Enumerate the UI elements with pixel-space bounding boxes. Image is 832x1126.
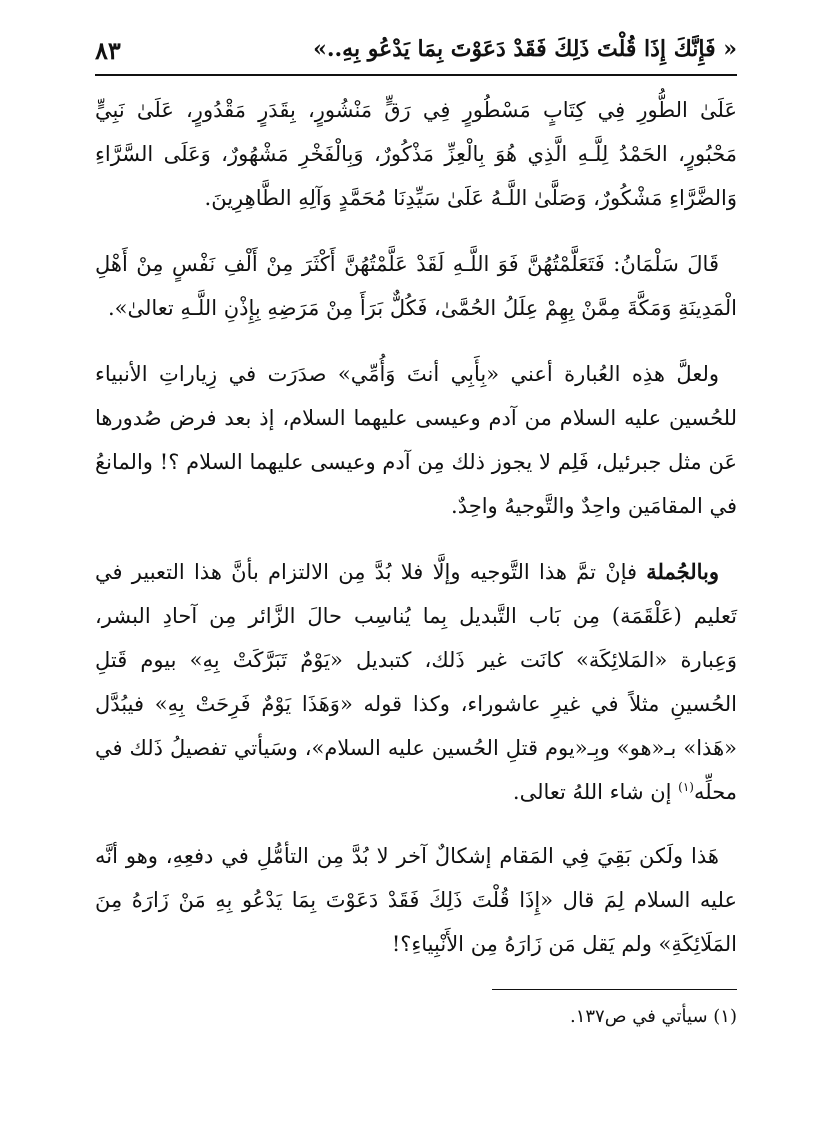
footnote-divider [492,989,737,990]
page-number: ٨٣ [95,36,121,65]
paragraph-5 [95,834,737,966]
paragraph-1 [95,88,737,220]
header-title: « فَإِنَّكَ إِذَا قُلْتَ ذَلِكَ فَقَدْ دَعَوْتَ بِمَا يَدْعُو بِهِ..» [313,36,737,62]
paragraph-4 [95,550,737,814]
footnote-marker[interactable]: (١) [678,780,694,794]
paragraph-text: قَالَ سَلْمَانُ: فَتَعَلَّمْتُهُنَّ فَوَ اللَّـهِ لَقَدْ عَلَّمْتُهُنَّ أَكْثَرَ مِنْ أَلْفِ نَفْسٍ مِنْ أَهْلِ الْمَدِينَةِ وَمَكَّةَ مِمَّنْ بِهِمْ عِلَلُ الحُمَّىٰ، فَكُلٌّ بَرَأَ مِنْ مَرَضِهِ بِإِذْنِ اللَّـهِ تعالىٰ». [95,252,737,320]
paragraph-tail: إن شاء اللهُ تعالى. [512,780,679,804]
footnote-text: (١) سيأتي في ص١٣٧. [569,1006,737,1027]
paragraph-text: هَذا ولَكن بَقِيَ فِي المَقام إشكالٌ آخر لا بُدَّ مِن التأمُّلِ في دفعِهِ، وهو أنَّه عليه السلام لِمَ قال «إِذَا قُلْتَ ذَلِكَ فَقَدْ دَعَوْتَ بِمَا يَدْعُو بِهِ مَنْ زَارَهُ مِنَ المَلَائِكَةِ» ولم يَقل مَن زَارَهُ مِن الأَنْبِياءِ؟! [95,844,737,956]
footnote-1 [95,1003,737,1031]
paragraph-text: فإنْ تمَّ هذا التَّوجيه وإلَّا فلا بُدَّ مِن الالتزام بأنَّ هذا التعبير في تَعليم (عَلْقَمَة) مِن بَاب التَّبديل بِما يُناسِب حالَ الزَّائر مِن آحادِ البشر، وَعِبارة «المَلائِكَة» كانَت غير ذَلك، كتبديل «يَوْمٌ تَبَرَّكَتْ بِهِ» بيوم قَتلِ الحُسينِ مثلاً في غيرِ عاشوراء، وكذا قوله «وَهَذَا يَوْمٌ فَرِحَتْ بِهِ» فيبُدَّل «هَذا» بـ«هو» وبِـ«يوم قتلِ الحُسين عليه السلام»، وسَيأتي تفصيلُ ذَلك في محلِّه [95,560,737,804]
paragraph-text: عَلَىٰ الطُّورِ فِي كِتَابٍ مَسْطُورٍ فِي رَقٍّ مَنْشُورٍ، بِقَدَرٍ مَقْدُورٍ، عَلَىٰ نَبِيٍّ مَحْبُورٍ، الحَمْدُ لِلَّـهِ الَّذِي هُوَ بِالْعِزِّ مَذْكُورٌ، وَبِالْفَخْرِ مَشْهُورٌ، وَعَلَى السَّرَّاءِ وَالضَّرَّاءِ مَشْكُورٌ، وَصَلَّىٰ اللَّـهُ عَلَىٰ سَيِّدِنَا مُحَمَّدٍ وَآلِهِ الطَّاهِرِينَ. [95,98,737,210]
paragraph-text: ولعلَّ هذِه العُبارة أعني «بِأَبِي أنتَ وَأُمِّي» صدَرَت في زِياراتِ الأنبياء للحُسين عليه السلام من آدم وعيسى عليهما السلام، إذ بعد فرض صُدورها عَن مثل جبرئيل، فَلِم لا يجوز ذلك مِن آدم وعيسى عليهما السلام ؟! والمانعُ في المقامَين واحِدٌ والتَّوجيهُ واحِدٌ. [95,362,737,518]
main-text [95,88,737,988]
paragraph-2 [95,242,737,330]
paragraph-lead: وبالجُملة [646,559,719,584]
paragraph-3 [95,352,737,528]
running-header [95,34,737,76]
